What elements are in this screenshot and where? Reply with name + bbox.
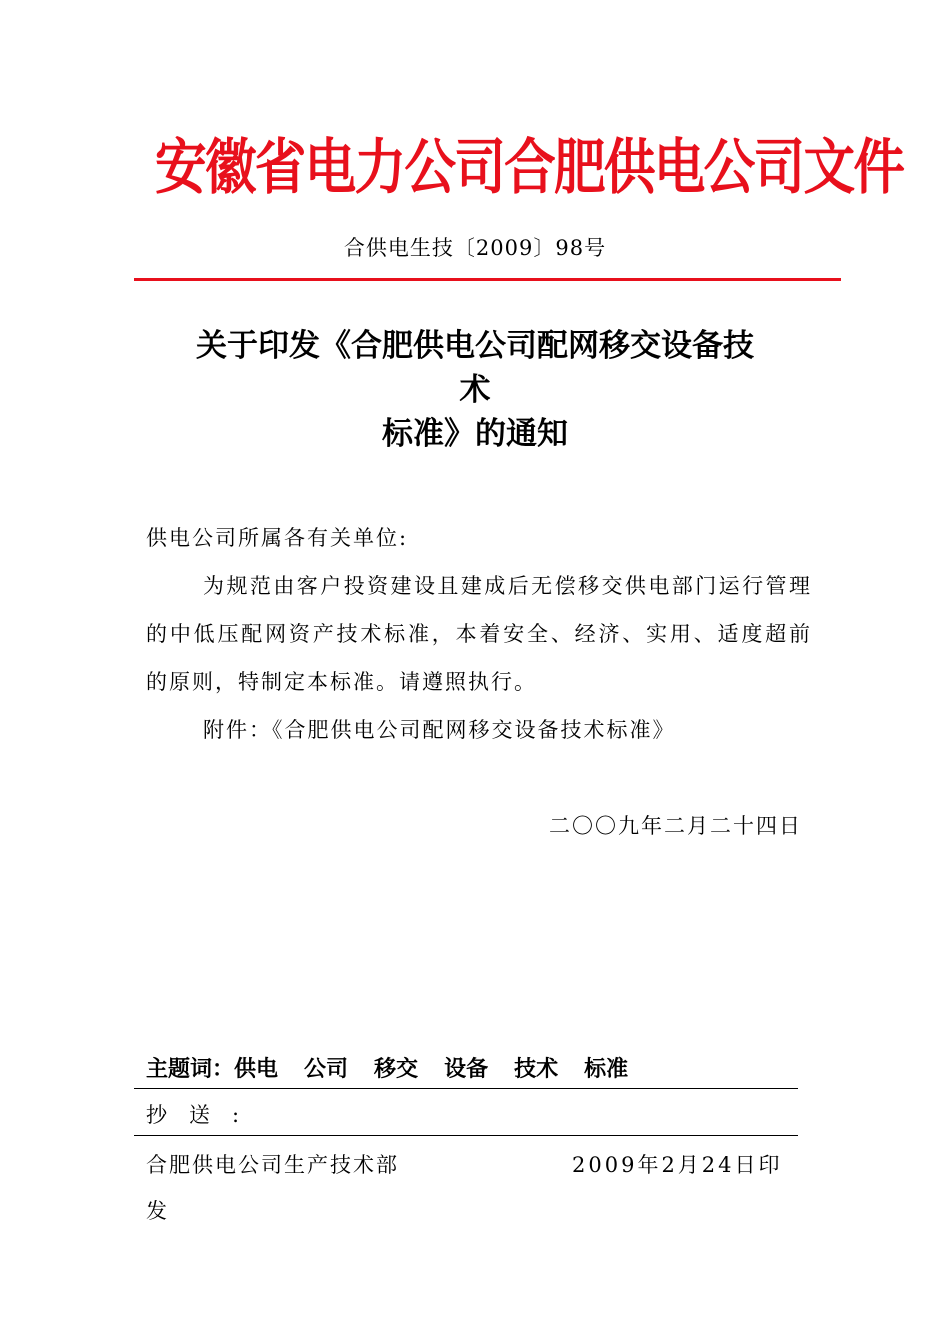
notice-title-line-3: 标准》的通知: [382, 416, 568, 452]
cc-line: [146, 1097, 261, 1133]
salutation: 供电公司所属各有关单位:: [146, 526, 409, 550]
document-date: 二〇〇九年二月二十四日: [549, 814, 802, 838]
notice-title-line-1: 关于印发《合肥供电公司配网移交设备技: [196, 328, 754, 364]
keyword: 供电: [234, 1057, 279, 1082]
footer-divider-top: [134, 1088, 798, 1089]
red-divider: [134, 278, 841, 281]
issue-date-suffix: 发: [146, 1199, 167, 1223]
issuing-department: 合肥供电公司生产技术部: [146, 1153, 399, 1177]
notice-title: [150, 324, 800, 456]
footer-divider-bottom: [134, 1135, 798, 1136]
keyword: 技术: [514, 1057, 559, 1082]
keyword: 标准: [584, 1057, 629, 1082]
document-number: 合供电生技〔2009〕98号: [343, 236, 607, 260]
notice-title-line-2: 术: [459, 372, 491, 408]
keywords-line: [146, 1052, 654, 1088]
issue-date: 2009年2月24日印: [572, 1153, 783, 1177]
keyword: 设备: [444, 1057, 489, 1082]
attachment-line: 附件：《合肥供电公司配网移交设备技术标准》: [203, 718, 676, 742]
keyword: 移交: [374, 1057, 419, 1082]
letterhead-title: 安徽省电力公司合肥供电公司文件: [155, 133, 904, 203]
cc-label: 抄送:: [146, 1103, 262, 1127]
keywords-label: 主题词：: [146, 1057, 235, 1082]
keyword: 公司: [304, 1057, 349, 1082]
body-paragraph: 为规范由客户投资建设且建成后无偿移交供电部门运行管理的中低压配网资产技术标准，本着安全、经济、实用、适度超前的原则，特制定本标准。请遵照执行。: [146, 574, 812, 694]
